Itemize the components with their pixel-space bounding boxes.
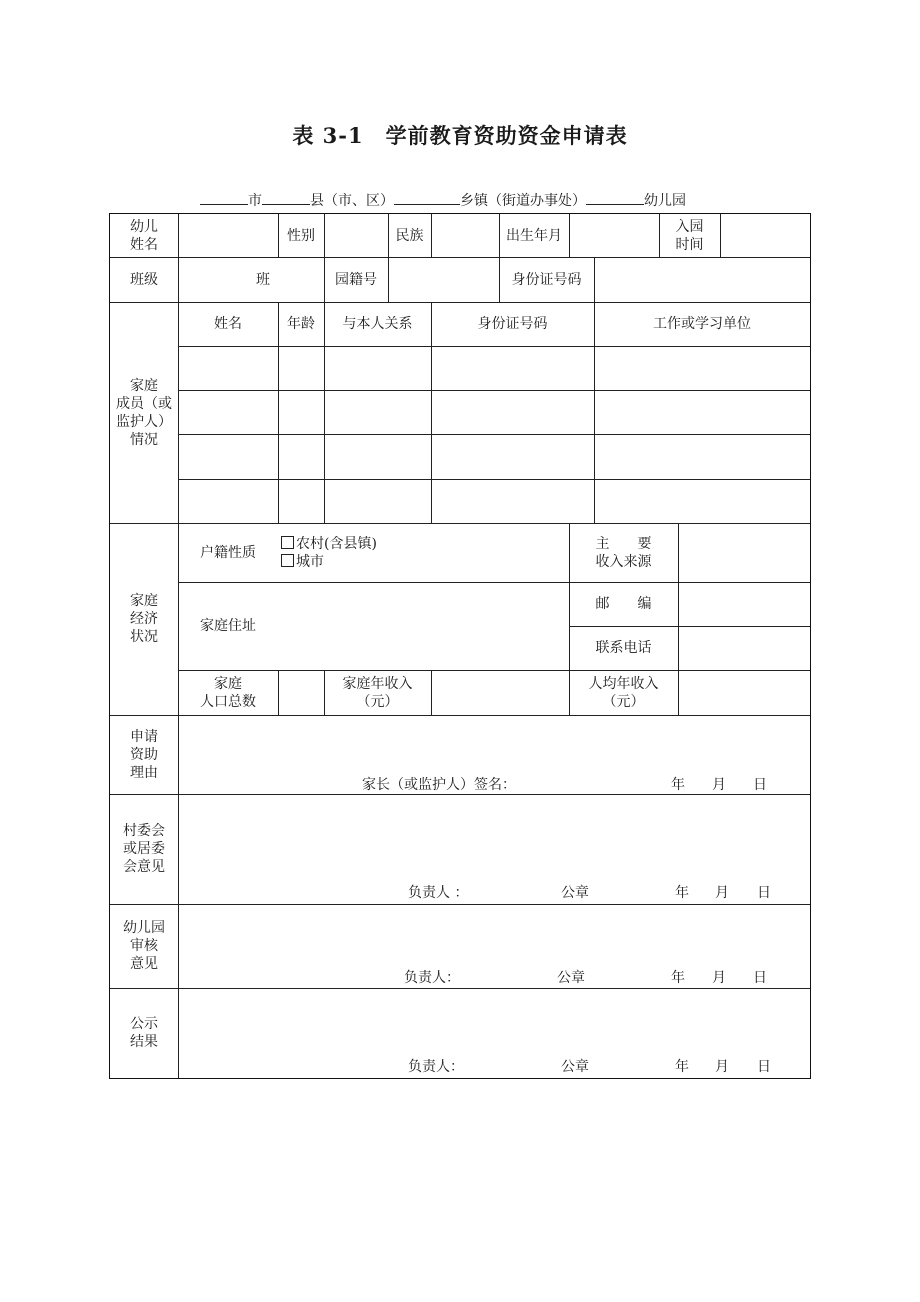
class-label: 班级 xyxy=(130,271,158,288)
township-blank[interactable] xyxy=(394,192,460,205)
id-number-label: 身份证号码 xyxy=(511,271,582,288)
phone-field[interactable] xyxy=(678,626,810,670)
ethnicity-label: 民族 xyxy=(395,227,424,244)
city-label: 市 xyxy=(248,193,262,209)
application-table xyxy=(109,213,811,1079)
postcode-label: 邮 编 xyxy=(595,596,652,612)
committee-label: 村委会 或居委 会意见 xyxy=(123,823,165,875)
member-work-header: 工作或学习单位 xyxy=(653,316,751,332)
row-line xyxy=(178,390,810,391)
urban-checkbox[interactable] xyxy=(281,554,294,567)
address-field[interactable] xyxy=(278,582,569,670)
main-income-label: 主 要 收入来源 xyxy=(595,535,652,570)
parent-signature-label: 家长（或监护人）签名： xyxy=(362,777,516,793)
option-urban[interactable]: 城市 xyxy=(281,553,377,571)
date-day: 日 xyxy=(757,885,771,901)
enroll-time-field[interactable] xyxy=(720,214,810,257)
location-line xyxy=(200,190,760,210)
date-month: 月 xyxy=(715,885,729,901)
rural-checkbox[interactable] xyxy=(281,536,294,549)
child-name-field[interactable] xyxy=(178,214,278,257)
main-income-field[interactable] xyxy=(678,523,810,582)
birth-date-field[interactable] xyxy=(569,214,659,257)
date-month: 月 xyxy=(712,970,726,986)
date-month: 月 xyxy=(712,777,726,793)
row-line xyxy=(178,346,810,347)
member-name-header: 姓名 xyxy=(214,316,242,332)
per-capita-field[interactable] xyxy=(678,670,810,715)
publicity-responsible-label: 负责人： xyxy=(408,1059,464,1075)
birth-date-label: 出生年月 xyxy=(506,227,562,244)
family-size-label: 家庭 人口总数 xyxy=(200,675,256,710)
kindergarten-review-label: 幼儿园 审核 意见 xyxy=(123,920,165,972)
class-field[interactable] xyxy=(178,257,324,302)
county-blank[interactable] xyxy=(262,192,310,205)
registry-no-label: 园籍号 xyxy=(335,271,377,288)
city-blank[interactable] xyxy=(200,192,248,205)
review-seal-label: 公章 xyxy=(557,970,585,986)
household-type-options xyxy=(281,523,567,582)
household-type-label: 户籍性质 xyxy=(200,544,256,561)
id-number-field[interactable] xyxy=(594,257,810,302)
option-rural[interactable]: 农村(含县镇) xyxy=(281,535,377,553)
address-label: 家庭住址 xyxy=(200,618,256,634)
registry-no-field[interactable] xyxy=(388,257,499,302)
gender-field[interactable] xyxy=(324,214,388,257)
economy-label: 家庭 经济 状况 xyxy=(130,593,158,645)
gender-label: 性别 xyxy=(287,227,315,244)
publicity-seal-label: 公章 xyxy=(561,1059,589,1075)
kindergarten-blank[interactable] xyxy=(586,192,644,205)
date-day: 日 xyxy=(753,970,767,986)
committee-seal-label: 公章 xyxy=(561,885,589,901)
date-year: 年 xyxy=(671,777,685,793)
phone-label: 联系电话 xyxy=(595,640,652,656)
review-responsible-label: 负责人： xyxy=(404,970,460,986)
postcode-field[interactable] xyxy=(678,582,810,626)
class-unit: 班 xyxy=(256,271,270,288)
member-relation-header: 与本人关系 xyxy=(342,316,413,332)
date-day: 日 xyxy=(757,1059,771,1075)
member-id-header: 身份证号码 xyxy=(477,316,548,332)
date-year: 年 xyxy=(675,1059,689,1075)
annual-income-field[interactable] xyxy=(431,670,569,715)
reason-label: 申请 资助 理由 xyxy=(130,728,158,781)
child-name-label: 幼儿 姓名 xyxy=(130,218,158,253)
row-line xyxy=(178,479,810,480)
annual-income-label: 家庭年收入 （元） xyxy=(342,675,413,710)
form-title: 表 3-1 学前教育资助资金申请表 xyxy=(292,123,628,148)
family-members-label: 家庭 成员（或 监护人） 情况 xyxy=(116,377,172,448)
member-age-header: 年龄 xyxy=(287,316,315,332)
date-day: 日 xyxy=(753,777,767,793)
per-capita-label: 人均年收入 （元） xyxy=(588,675,659,710)
family-size-field[interactable] xyxy=(278,670,324,715)
row-line xyxy=(178,434,810,435)
ethnicity-field[interactable] xyxy=(431,214,499,257)
date-month: 月 xyxy=(715,1059,729,1075)
township-label: 乡镇（街道办事处） xyxy=(460,193,586,209)
committee-responsible-label: 负责人 ： xyxy=(408,885,469,901)
kindergarten-label: 幼儿园 xyxy=(644,193,686,209)
enroll-time-label: 入园 时间 xyxy=(675,218,704,253)
publicity-label: 公示 结果 xyxy=(130,1016,158,1050)
date-year: 年 xyxy=(671,970,685,986)
date-year: 年 xyxy=(675,885,689,901)
county-label: 县（市、区） xyxy=(310,193,394,209)
